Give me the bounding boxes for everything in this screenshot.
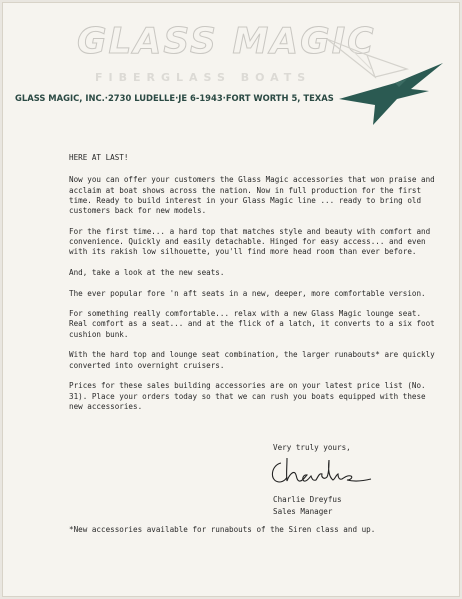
letter-paragraph-4: The ever popular fore 'n aft seats in a new, deeper, more comfortable version. xyxy=(69,288,426,298)
bird-logo-icon xyxy=(311,25,451,137)
letter-paragraph-1: Now you can offer your customers the Glass Magic accessories that won praise and acclaim at boat shows across the nation. Now in full production for the first time. Ready to build interest in your Glass Magic line ... ready to bring old customers back for new models. xyxy=(69,175,435,216)
letter-paragraph-5: For something really comfortable... relax with a new Glass Magic lounge seat. Real comfort as a seat... and at the flick of a latch, it converts to a six foot cushion bunk. xyxy=(69,309,435,339)
letter-paragraph-2: For the first time... a hard top that matches style and beauty with comfort and convenience. Quickly and easily detachable. Hinged for easy access... and even with its rakish low silhouette, you'll find more head room than ever before. xyxy=(69,226,431,257)
footnote: *New accessories available for runabouts of the Siren class and up. xyxy=(69,525,376,534)
letter-paragraph-6: With the hard top and lounge seat combination, the larger runabouts* are quickly converted into overnight cruisers. xyxy=(69,350,435,370)
signer-block xyxy=(273,494,342,518)
brand-tagline: FIBERGLASS BOATS xyxy=(95,71,312,84)
letterhead-address: GLASS MAGIC, INC.·2730 LUDELLE·JE 6-1943·FORT WORTH 5, TEXAS xyxy=(15,93,334,103)
signer-name: Charlie Dreyfus xyxy=(273,495,342,504)
letter-heading: HERE AT LAST! xyxy=(69,153,129,162)
letter-page xyxy=(2,2,460,597)
letter-paragraph-3: And, take a look at the new seats. xyxy=(69,267,225,277)
signer-title: Sales Manager xyxy=(273,507,333,516)
brand-logo-text: GLASS MAGIC xyxy=(77,21,376,62)
letter-closing: Very truly yours, xyxy=(273,443,351,452)
letter-paragraph-7: Prices for these sales building accessories are on your latest price list (No. 31). Place your orders today so that we can rush you boats equipped with these new accessories. xyxy=(69,381,426,411)
handwritten-signature xyxy=(267,455,377,487)
letter-body xyxy=(69,153,443,422)
